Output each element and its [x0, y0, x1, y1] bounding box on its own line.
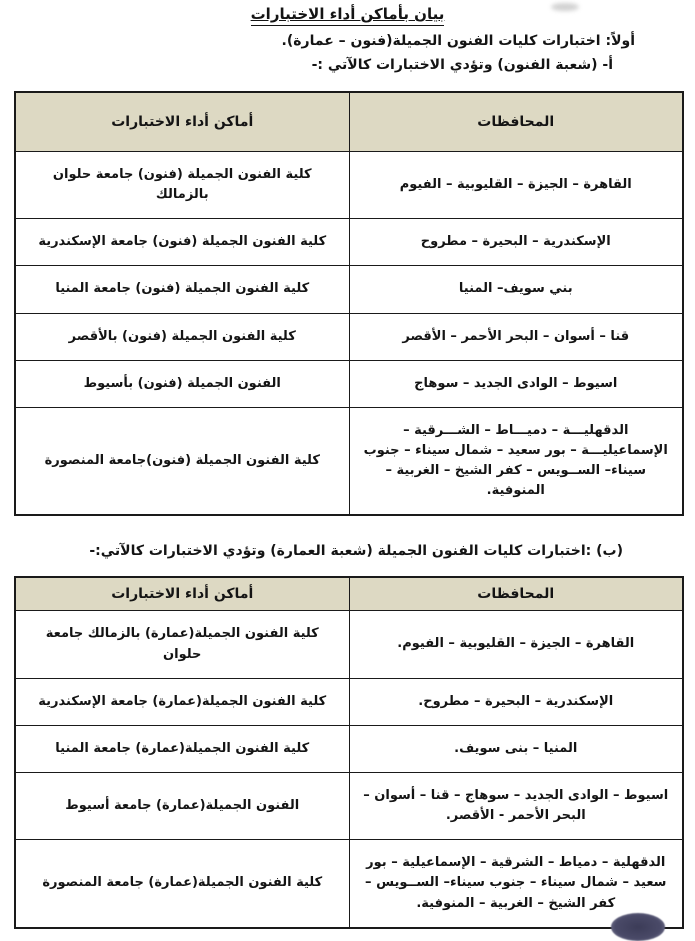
governorates-cell: القاهرة – الجيزة – القليوبية – الفيوم	[349, 152, 683, 219]
governorates-cell: قنا – أسوان – البحر الأحمر – الأقصر	[349, 313, 683, 360]
section-a-heading: أ- (شعبة الفنون) وتؤدي الاختبارات كالآتي :-	[311, 57, 613, 73]
governorates-cell: الدقهليـــة – دميـــاط – الشـــرقية – الإسماعيليـــة – بور سعيد – شمال سيناء – جنوب سيناء– الســويس – كفر الشيخ – الغربية – المنوفية.	[349, 407, 683, 515]
governorates-cell: بني سويف– المنيا	[349, 266, 683, 313]
table-row	[15, 840, 683, 928]
location-cell: كلية الفنون الجميلة(عمارة) جامعة المنصورة	[15, 840, 349, 928]
page-title-text: بيان بأماكن أداء الاختبارات	[251, 5, 445, 26]
architecture-table-body	[15, 611, 683, 928]
governorates-header: المحافظات	[349, 577, 683, 611]
section-first-heading: أولاً: اختبارات كليات الفنون الجميلة(فنون – عمارة).	[281, 33, 635, 49]
location-cell: كلية الفنون الجميلة(عمارة) بالزمالك جامعة حلوان	[15, 611, 349, 678]
location-cell: كلية الفنون الجميلة (فنون)جامعة المنصورة	[15, 407, 349, 515]
table-row	[15, 313, 683, 360]
architecture-branch-table	[14, 576, 684, 928]
table-row	[15, 360, 683, 407]
location-cell: كلية الفنون الجميلة (فنون) بالأقصر	[15, 313, 349, 360]
table-row	[15, 407, 683, 515]
location-cell: الفنون الجميلة(عمارة) جامعة أسيوط	[15, 772, 349, 839]
document-page	[0, 5, 695, 929]
table-row	[15, 152, 683, 219]
arts-table-body	[15, 152, 683, 516]
governorates-cell: المنيا – بنى سويف.	[349, 725, 683, 772]
page-title	[0, 5, 695, 26]
table-row	[15, 772, 683, 839]
governorates-cell: الإسكندرية – البحيرة – مطروح.	[349, 678, 683, 725]
partial-stamp-logo	[611, 913, 665, 941]
header-row	[15, 577, 683, 611]
arts-table-header	[15, 92, 683, 152]
governorates-cell: اسيوط – الوادى الجديد – سوهاج	[349, 360, 683, 407]
header-row	[15, 92, 683, 152]
location-cell: كلية الفنون الجميلة (فنون) جامعة المنيا	[15, 266, 349, 313]
table-row	[15, 725, 683, 772]
table-row	[15, 611, 683, 678]
exam-locations-header: أماكن أداء الاختبارات	[15, 92, 349, 152]
governorates-cell: اسيوط – الوادى الجديد – سوهاج – قنا – أسوان – البحر الأحمر - الأقصر.	[349, 772, 683, 839]
section-b-heading: (ب) :اختبارات كليات الفنون الجميلة (شعبة العمارة) وتؤدي الاختبارات كالآتي:-	[89, 543, 623, 560]
governorates-cell: الإسكندرية – البحيرة – مطروح	[349, 219, 683, 266]
arts-branch-table	[14, 91, 684, 516]
table-row	[15, 678, 683, 725]
location-cell: كلية الفنون الجميلة(عمارة) جامعة المنيا	[15, 725, 349, 772]
governorates-cell: القاهرة – الجيزة – القليوبية – الفيوم.	[349, 611, 683, 678]
table-row	[15, 266, 683, 313]
exam-locations-header: أماكن أداء الاختبارات	[15, 577, 349, 611]
governorates-cell: الدقهلية – دمياط – الشرقية – الإسماعيلية – بور سعيد – شمال سيناء – جنوب سيناء– الســويس – كفر الشيخ – الغربية – المنوفية.	[349, 840, 683, 928]
architecture-table-header	[15, 577, 683, 611]
location-cell: الفنون الجميلة (فنون) بأسيوط	[15, 360, 349, 407]
location-cell: كلية الفنون الجميلة (فنون) جامعة الإسكندرية	[15, 219, 349, 266]
location-cell: كلية الفنون الجميلة (فنون) جامعة حلوان بالزمالك	[15, 152, 349, 219]
table-row	[15, 219, 683, 266]
governorates-header: المحافظات	[349, 92, 683, 152]
location-cell: كلية الفنون الجميلة(عمارة) جامعة الإسكندرية	[15, 678, 349, 725]
scan-smudge	[551, 3, 579, 11]
